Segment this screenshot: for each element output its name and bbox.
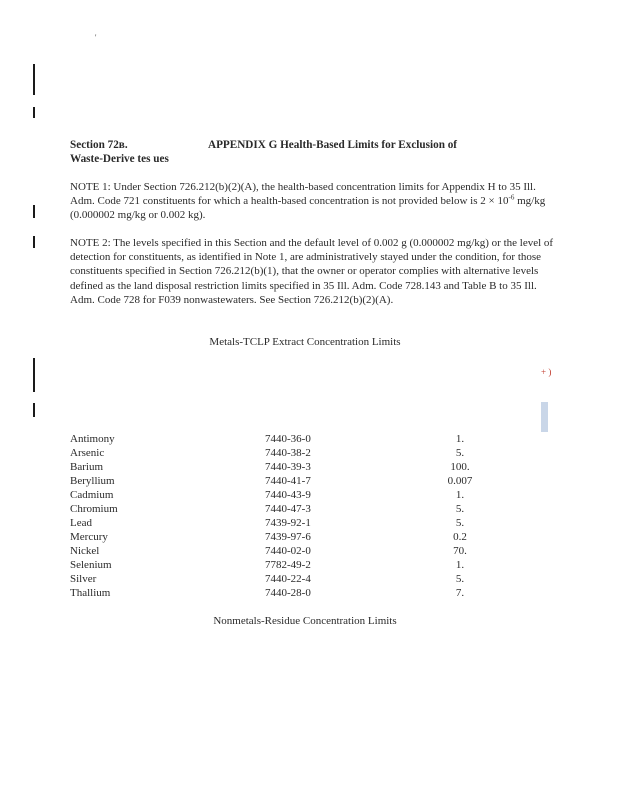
note-1-text-end: mg/kg (0.000002 mg/kg or 0.002 kg). (70, 195, 546, 222)
table-row (70, 502, 540, 516)
constituent-name: Selenium (70, 559, 112, 571)
note-1 (70, 180, 555, 223)
concentration-limit: 5. (455, 503, 465, 515)
nonmetals-table-title: Nonmetals-Residue Concentration Limits (213, 615, 397, 627)
constituent-name: Arsenic (70, 447, 105, 459)
section-heading (70, 138, 560, 166)
constituent-name: Barium (70, 461, 103, 473)
concentration-limit: 7. (455, 587, 465, 599)
concentration-limit: 0.2 (453, 531, 467, 543)
change-bar (33, 107, 35, 118)
cas-number: 7440-39-3 (265, 461, 311, 473)
concentration-limit: 1. (455, 559, 465, 571)
constituent-name: Mercury (70, 531, 108, 543)
cas-number: 7439-97-6 (265, 531, 311, 543)
table-row (70, 530, 540, 544)
cas-number: 7782-49-2 (265, 559, 311, 571)
top-tick-mark: ' (95, 33, 97, 42)
table-row (70, 446, 540, 460)
table-row (70, 572, 540, 586)
table-row (70, 488, 540, 502)
appendix-title: APPENDIX G Health-Based Limits for Exclusion of (208, 139, 458, 151)
change-bar (33, 403, 35, 417)
cas-number: 7440-38-2 (265, 447, 311, 459)
margin-annotation: + ) (541, 367, 552, 377)
change-bar (33, 64, 35, 95)
table-row (70, 558, 540, 572)
table-row (70, 544, 540, 558)
table-row (70, 460, 540, 474)
cas-number: 7440-36-0 (265, 433, 311, 445)
cas-number: 7440-22-4 (265, 573, 311, 585)
cas-number: 7440-47-3 (265, 503, 311, 515)
metals-table-title: Metals-TCLP Extract Concentration Limits (209, 336, 401, 348)
table-row (70, 474, 540, 488)
constituent-name: Thallium (70, 587, 111, 599)
table-row (70, 432, 540, 446)
concentration-limit: 1. (455, 489, 465, 501)
constituent-name: Nickel (70, 545, 100, 557)
section-number: Section 72в. (70, 139, 128, 151)
constituent-name: Silver (70, 573, 97, 585)
concentration-limit: 0.007 (447, 475, 473, 487)
cas-number: 7440-02-0 (265, 545, 311, 557)
table-row (70, 586, 540, 600)
concentration-limit: 100. (450, 461, 470, 473)
cas-number: 7440-41-7 (265, 475, 311, 487)
note-1-text: NOTE 1: Under Section 726.212(b)(2)(A), the health-based concentration limits for Appendix H to 35 Ill. Adm. Code 721 constituents for which a health-based concentration is not provided below is 2 × 10 (70, 181, 536, 208)
constituent-name: Chromium (70, 503, 118, 515)
constituent-name: Cadmium (70, 489, 114, 501)
appendix-title-line2: Waste-Derive tes ues (70, 153, 169, 165)
change-bar (33, 358, 35, 392)
concentration-limit: 70. (453, 545, 467, 557)
cas-number: 7440-28-0 (265, 587, 311, 599)
note-1-exponent: -6 (508, 193, 515, 202)
constituent-name: Lead (70, 517, 92, 529)
concentration-limit: 5. (455, 517, 465, 529)
concentration-limit: 5. (455, 573, 465, 585)
concentration-limit: 1. (455, 433, 465, 445)
constituent-name: Beryllium (70, 475, 115, 487)
note-2-text: NOTE 2: The levels specified in this Section and the default level of 0.002 g (0.000002 mg/kg) or the level of detection for constituents, as identified in Note 1, are administratively stayed under the condition, for those constituents specified in Section 726.212(b)(1), that the owner or operator complies with alternative levels defined as the land disposal restriction limits specified in 35 Ill. Adm. Code 728.143 and Table B to 35 Ill. Adm. Code 728 for F039 nonwastewaters. See Section 726.212(b)(2)(A). (70, 237, 554, 306)
cas-number: 7440-43-9 (265, 489, 311, 501)
table-row (70, 516, 540, 530)
note-2 (70, 236, 555, 307)
concentration-limit: 5. (455, 447, 465, 459)
constituent-name: Antimony (70, 433, 115, 445)
cas-number: 7439-92-1 (265, 517, 311, 529)
metals-table (70, 432, 540, 600)
margin-highlight (541, 402, 548, 432)
change-bar (33, 236, 35, 248)
change-bar (33, 205, 35, 218)
